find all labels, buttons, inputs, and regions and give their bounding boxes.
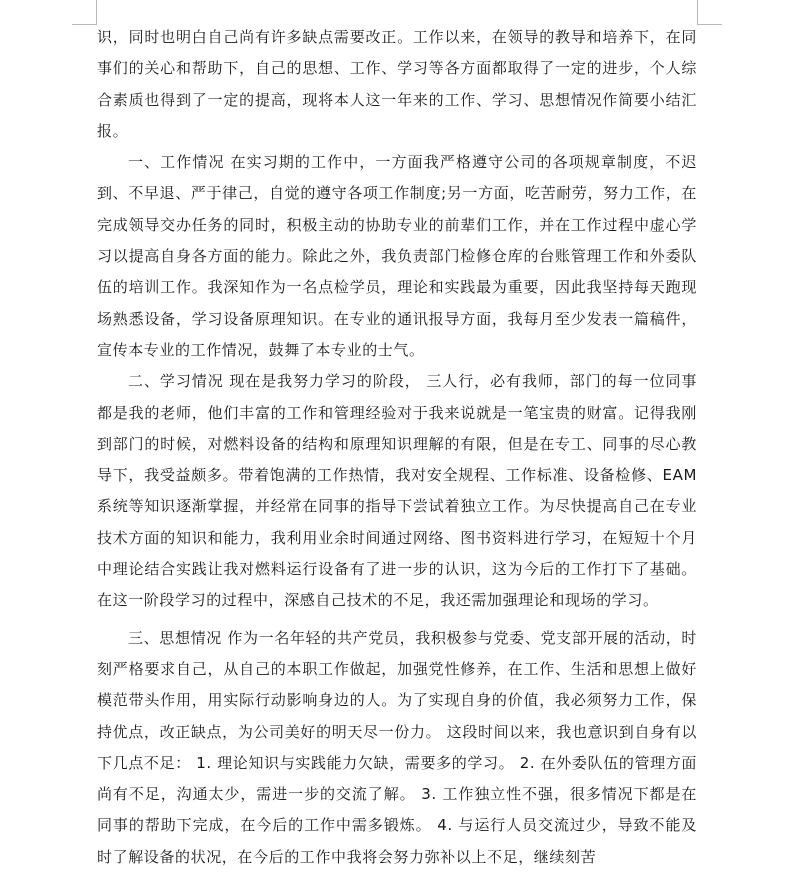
document-body[interactable]	[97, 22, 697, 873]
paragraph-work-situation: 一、工作情况 在实习期的工作中，一方面我严格遵守公司的各项规章制度，不迟到、不早退、严于律己，自觉的遵守各项工作制度;另一方面，吃苦耐劳，努力工作，在完成领导交办任务的同时，积极主动的协助专业的前辈们工作，并在工作过程中虚心学习以提高自身各方面的能力。除此之外，我负责部门检修仓库的台账管理工作和外委队伍的培训工作。我深知作为一名点检学员，理论和实践最为重要，因此我坚持每天跑现场熟悉设备，学习设备原理知识。在专业的通讯报导方面，我每月至少发表一篇稿件，宣传本专业的工作情况，鼓舞了本专业的士气。	[97, 153, 697, 359]
crop-mark-top-right-horizontal	[697, 24, 722, 25]
paragraph-thought-situation: 三、思想情况 作为一名年轻的共产党员，我积极参与党委、党支部开展的活动，时刻严格要求自己，从自己的本职工作做起，加强党性修养，在工作、生活和思想上做好模范带头作用，用实际行动影响身边的人。为了实现自身的价值，我必须努力工作，保持优点，改正缺点，为公司美好的明天尽一份力。 这段时间以来，我也意识到自身有以下几点不足： 1. 理论知识与实践能力欠缺，需要多的学习。 2. 在外委队伍的管理方面尚有不足，沟通太少，需进一步的交流了解。 3. 工作独立性不强，很多情况下都是在同事的帮助下完成，在今后的工作中需多锻炼。 4. 与运行人员交流过少，导致不能及时了解设备的状况，在今后的工作中我将会努力弥补以上不足，继续刻苦	[97, 628, 697, 866]
crop-mark-top-right-vertical	[697, 0, 698, 25]
crop-mark-top-left-horizontal	[72, 24, 97, 25]
paragraph-intro: 识，同时也明白自己尚有许多缺点需要改正。工作以来，在领导的教导和培养下，在同事们的关心和帮助下，自己的思想、工作、学习等各方面都取得了一定的进步，个人综合素质也得到了一定的提高，现将本人这一年来的工作、学习、思想情况作简要小结汇报。	[97, 28, 697, 140]
paragraph-study-situation: 二、学习情况 现在是我努力学习的阶段， 三人行，必有我师，部门的每一位同事都是我的老师，他们丰富的工作和管理经验对于我来说就是一笔宝贵的财富。记得我刚到部门的时候，对燃料设备的结构和原理知识理解的有限，但是在专工、同事的尽心教导下，我受益颇多。带着饱满的工作热情，我对安全规程、工作标准、设备检修、EAM系统等知识逐渐掌握，并经常在同事的指导下尝试着独立工作。为尽快提高自己在专业技术方面的知识和能力，我利用业余时间通过网络、图书资料进行学习，在短短十个月中理论结合实践让我对燃料运行设备有了进一步的认识，这为今后的工作打下了基础。在这一阶段学习的过程中，深感自己技术的不足，我还需加强理论和现场的学习。	[97, 372, 697, 610]
